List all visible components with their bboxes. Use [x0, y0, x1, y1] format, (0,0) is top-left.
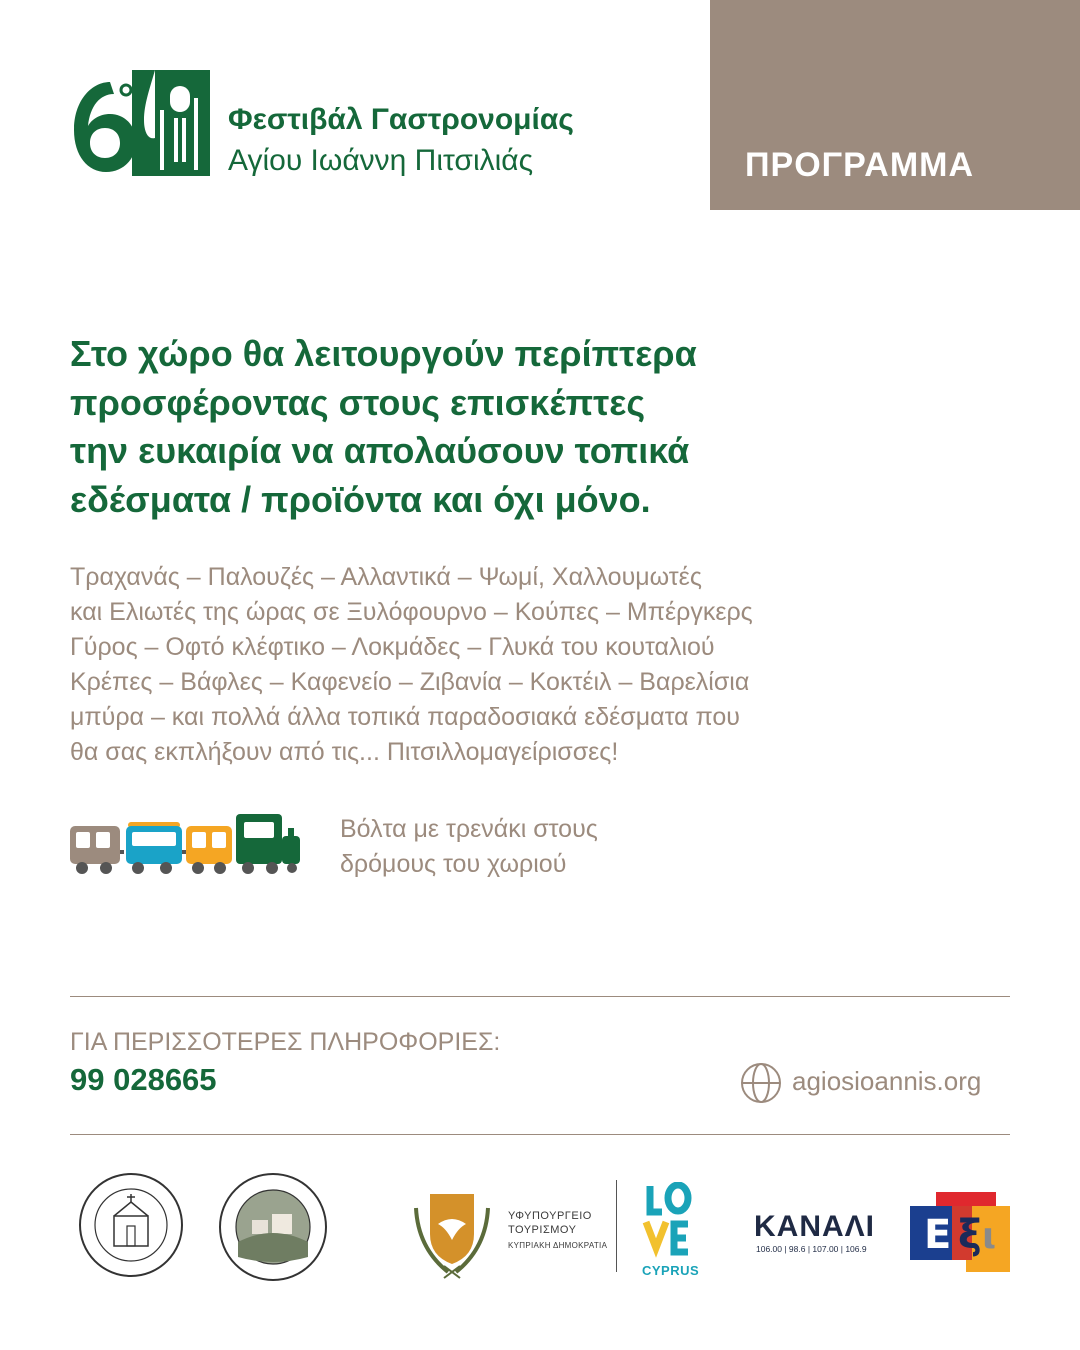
- website-link[interactable]: agiosioannis.org: [792, 1066, 982, 1096]
- svg-text:Ε: Ε: [924, 1212, 952, 1258]
- foods-line: θα σας εκπλήξουν από τις... Πιτσιλλομαγείρισσες!: [70, 738, 619, 766]
- foods-line: Τραχανάς – Παλουζές – Αλλαντικά – Ψωμί, Χαλλουμωτές: [70, 563, 702, 591]
- headline: [70, 330, 970, 524]
- love-cyprus-label: CYPRUS: [642, 1263, 700, 1278]
- svg-text:ξ: ξ: [958, 1212, 982, 1258]
- association-seal-icon: [78, 1172, 184, 1278]
- foods-paragraph: [70, 560, 1030, 770]
- headline-line: την ευκαιρία να απολαύσουν τοπικά: [70, 430, 690, 471]
- headline-line: Στο χώρο θα λειτουργούν περίπτερα: [70, 333, 697, 374]
- divider-top: [70, 996, 1010, 997]
- logo-separator: [616, 1180, 617, 1272]
- headline-line: προσφέροντας στους επισκέπτες: [70, 381, 646, 423]
- train-icon: [70, 812, 300, 876]
- foods-line: Κρέπες – Βάφλες – Καφενείο – Ζιβανία – Κοκτέιλ – Βαρελίσια: [70, 668, 750, 696]
- headline-line: εδέσματα / προϊόντα και όχι μόνο.: [70, 478, 651, 520]
- more-info-label: ΓΙΑ ΠΕΡΙΣΣΟΤΕΡΕΣ ΠΛΗΡΟΦΟΡΙΕΣ:: [70, 1028, 501, 1056]
- foods-line: και Ελιωτές της ώρας σε Ξυλόφουρνο – Κούπες – Μπέργκερς: [70, 598, 753, 626]
- cyprus-emblem-icon: [408, 1188, 496, 1280]
- radio-logo-icon: [910, 1190, 1010, 1272]
- phone-number[interactable]: 99 028665: [70, 1062, 217, 1097]
- radio-frequencies: 106.00 | 98.6 | 107.00 | 106.9: [756, 1244, 867, 1254]
- ministry-republic: ΚΥΠΡΙΑΚΗ ΔΗΜΟΚΡΑΤΙΑ: [508, 1241, 608, 1250]
- program-label: ΠΡΟΓΡΑΜΜΑ: [745, 146, 975, 184]
- train-text-line2: δρόμους του χωριού: [340, 850, 567, 878]
- svg-text:ι: ι: [982, 1216, 997, 1257]
- festival-title-line1: Φεστιβάλ Γαστρονομίας: [228, 103, 574, 136]
- ministry-name-line2: ΤΟΥΡΙΣΜΟΥ: [508, 1224, 577, 1236]
- festival-title-line2: Αγίου Ιωάννη Πιτσιλιάς: [228, 144, 534, 177]
- divider-bottom: [70, 1134, 1010, 1135]
- love-cyprus-icon: [640, 1182, 696, 1260]
- festival-logo-icon: [70, 68, 210, 178]
- radio-name: ΚΑΝΑΛΙ: [754, 1210, 876, 1243]
- train-text-line1: Βόλτα με τρενάκι στους: [340, 815, 598, 843]
- train-ride-text: [340, 812, 598, 882]
- foods-line: Γύρος – Οφτό κλέφτικο – Λοκμάδες – Γλυκά του κουταλιού: [70, 633, 715, 661]
- ministry-name-line1: ΥΦΥΠΟΥΡΓΕΙΟ: [508, 1210, 592, 1222]
- community-council-seal-icon: [218, 1172, 328, 1282]
- globe-icon: [740, 1062, 782, 1104]
- foods-line: μπύρα – και πολλά άλλα τοπικά παραδοσιακά εδέσματα που: [70, 703, 740, 731]
